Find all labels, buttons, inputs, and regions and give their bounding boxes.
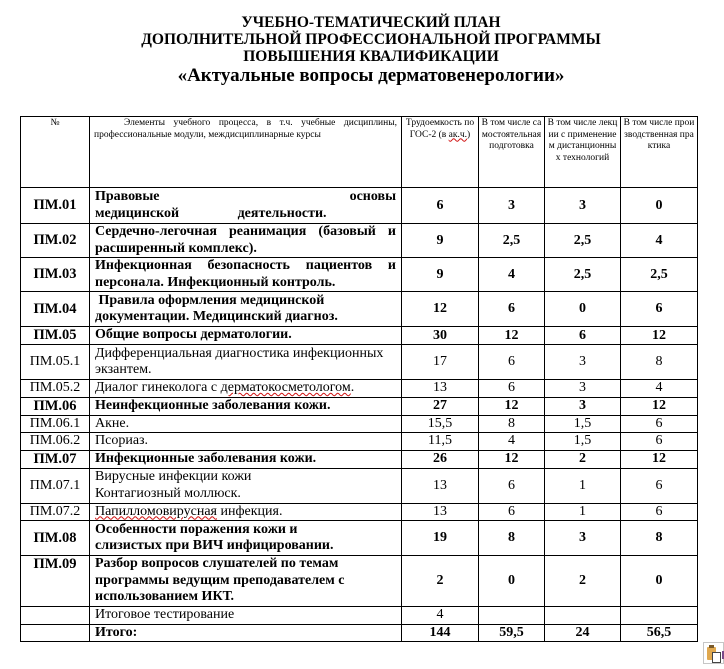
row-name: Разбор вопросов слушателей по темам программы ведущим преподавателем с использованием ИКТ. [90, 556, 402, 607]
row-practice: 8 [621, 345, 698, 380]
total-lectures: 24 [545, 624, 621, 642]
row-practice: 6 [621, 292, 698, 327]
table-total-row [21, 624, 698, 642]
row-name-text: Диалог гинеколога с [95, 380, 221, 395]
row-number: ПМ.02 [21, 224, 90, 258]
spelling-error-word[interactable]: Папилломовирусная [95, 503, 217, 519]
row-number: ПМ.06.2 [21, 433, 90, 451]
row-labor: 9 [402, 258, 479, 292]
row-practice: 12 [621, 327, 698, 345]
row-lectures: 1,5 [545, 433, 621, 451]
row-number: ПМ.01 [21, 188, 90, 224]
row-name: Правила оформления медицинской документации. Медицинский диагноз. [90, 292, 402, 327]
row-labor: 27 [402, 397, 479, 415]
document-icon [712, 652, 721, 663]
table-row [21, 521, 698, 556]
row-lectures: 2,5 [545, 224, 621, 258]
row-self-study: 3 [479, 188, 545, 224]
row-practice: 12 [621, 450, 698, 468]
header-lectures: В том числе лекции с применением дистанционных технологий [545, 117, 621, 188]
clipboard-clip-icon [709, 645, 714, 648]
row-lectures: 1 [545, 468, 621, 503]
row-practice: 6 [621, 433, 698, 451]
row-self-study: 12 [479, 450, 545, 468]
table-row [21, 380, 698, 398]
row-self-study: 6 [479, 380, 545, 398]
row-self-study: 0 [479, 556, 545, 607]
row-name: Общие вопросы дерматологии. [90, 327, 402, 345]
header-self-study: В том числе самостоятельная подготовка [479, 117, 545, 188]
table-row [21, 468, 698, 503]
table-row [21, 607, 698, 625]
row-practice: 2,5 [621, 258, 698, 292]
row-self-study: 12 [479, 397, 545, 415]
row-number [21, 607, 90, 625]
row-name: Неинфекционные заболевания кожи. [90, 397, 402, 415]
row-number: ПМ.03 [21, 258, 90, 292]
row-name: Особенности поражения кожи и слизистых при ВИЧ инфицировании. [90, 521, 402, 556]
table-row [21, 450, 698, 468]
row-self-study: 2,5 [479, 224, 545, 258]
table-row [21, 415, 698, 433]
paste-options-button[interactable] [703, 642, 724, 664]
table-row [21, 224, 698, 258]
row-lectures: 2 [545, 450, 621, 468]
table-row [21, 258, 698, 292]
row-labor: 2 [402, 556, 479, 607]
row-self-study: 6 [479, 292, 545, 327]
row-labor: 13 [402, 503, 479, 521]
row-labor: 26 [402, 450, 479, 468]
row-lectures: 1,5 [545, 415, 621, 433]
row-number: ПМ.05 [21, 327, 90, 345]
curriculum-table [20, 116, 698, 642]
row-lectures: 3 [545, 380, 621, 398]
header-labor-unit: ак.ч. [448, 129, 468, 140]
title-line-2: ДОПОЛНИТЕЛЬНОЙ ПРОФЕССИОНАЛЬНОЙ ПРОГРАММЫ [141, 31, 601, 48]
table-header-row [21, 117, 698, 188]
row-labor: 13 [402, 380, 479, 398]
row-labor: 15,5 [402, 415, 479, 433]
row-name: Псориаз. [90, 433, 402, 451]
row-name: Акне. [90, 415, 402, 433]
row-practice: 8 [621, 521, 698, 556]
row-practice: 6 [621, 503, 698, 521]
title-line-1: УЧЕБНО-ТЕМАТИЧЕСКИЙ ПЛАН [241, 14, 501, 31]
table-row [21, 327, 698, 345]
document-title [0, 14, 724, 87]
row-lectures: 3 [545, 521, 621, 556]
row-lectures: 2 [545, 556, 621, 607]
row-lectures: 3 [545, 345, 621, 380]
header-labor-close: ) [467, 129, 471, 140]
table-row [21, 503, 698, 521]
row-labor: 13 [402, 468, 479, 503]
row-number: ПМ.07 [21, 450, 90, 468]
row-name: Инфекционные заболевания кожи. [90, 450, 402, 468]
row-name: Сердечно-легочная реанимация (базовый и расширенный комплекс). [90, 224, 402, 258]
table-row [21, 188, 698, 224]
row-name-punct: . [350, 380, 355, 395]
row-number [21, 624, 90, 642]
row-number: ПМ.04 [21, 292, 90, 327]
row-practice: 0 [621, 556, 698, 607]
total-labor: 144 [402, 624, 479, 642]
row-self-study: 8 [479, 415, 545, 433]
row-number: ПМ.05.2 [21, 380, 90, 398]
spelling-error-word[interactable]: дерматокосметологом [220, 380, 351, 395]
row-name [90, 380, 402, 398]
row-practice: 6 [621, 468, 698, 503]
row-name: Итоговое тестирование [90, 607, 402, 625]
row-number: ПМ.07.1 [21, 468, 90, 503]
row-name: Инфекционная безопасность пациентов и персонала. Инфекционный контроль. [90, 258, 402, 292]
table-row [21, 292, 698, 327]
row-labor: 12 [402, 292, 479, 327]
row-labor: 17 [402, 345, 479, 380]
row-labor: 19 [402, 521, 479, 556]
title-line-3: ПОВЫШЕНИЯ КВАЛИФИКАЦИИ [243, 48, 499, 65]
row-self-study: 6 [479, 503, 545, 521]
row-name: Вирусные инфекции кожи Контагиозный моллюск. [90, 468, 402, 503]
row-lectures: 3 [545, 397, 621, 415]
table-row [21, 433, 698, 451]
header-number: № [21, 117, 90, 188]
row-practice: 12 [621, 397, 698, 415]
title-line-4: «Актуальные вопросы дерматовенерологии» [177, 65, 565, 86]
header-labor [402, 117, 479, 188]
row-name: Дифференциальная диагностика инфекционных экзантем. [90, 345, 402, 380]
header-elements: Элементы учебного процесса, в т.ч. учебные дисциплины, профессиональные модули, междисциплинарные курсы [90, 117, 402, 188]
row-practice: 6 [621, 415, 698, 433]
row-lectures: 0 [545, 292, 621, 327]
row-labor: 4 [402, 607, 479, 625]
row-lectures: 3 [545, 188, 621, 224]
row-labor: 9 [402, 224, 479, 258]
total-practice: 56,5 [621, 624, 698, 642]
row-self-study: 8 [479, 521, 545, 556]
row-practice: 0 [621, 188, 698, 224]
row-self-study: 4 [479, 258, 545, 292]
row-number: ПМ.05.1 [21, 345, 90, 380]
row-number: ПМ.06.1 [21, 415, 90, 433]
row-name: Итого: [90, 624, 402, 642]
row-number: ПМ.08 [21, 521, 90, 556]
row-self-study: 12 [479, 327, 545, 345]
row-self-study: 4 [479, 433, 545, 451]
row-labor: 6 [402, 188, 479, 224]
row-name-text: инфекция. [216, 503, 283, 519]
row-practice [621, 607, 698, 625]
table-row [21, 397, 698, 415]
row-practice: 4 [621, 380, 698, 398]
row-number: ПМ.07.2 [21, 503, 90, 521]
row-self-study: 6 [479, 468, 545, 503]
row-number: ПМ.09 [21, 556, 90, 607]
row-lectures: 2,5 [545, 258, 621, 292]
table-row [21, 345, 698, 380]
row-labor: 11,5 [402, 433, 479, 451]
row-self-study: 6 [479, 345, 545, 380]
table-row [21, 556, 698, 607]
row-self-study [479, 607, 545, 625]
row-number: ПМ.06 [21, 397, 90, 415]
row-name: Правовые основы медицинской деятельности. [90, 188, 402, 224]
header-practice: В том числе производственная практика [621, 117, 698, 188]
row-labor: 30 [402, 327, 479, 345]
row-lectures: 1 [545, 503, 621, 521]
row-name [90, 503, 402, 521]
row-lectures: 6 [545, 327, 621, 345]
header-labor-text: Трудоемкость по ГОС-2 (в [405, 118, 475, 140]
row-practice: 4 [621, 224, 698, 258]
total-self-study: 59,5 [479, 624, 545, 642]
row-lectures [545, 607, 621, 625]
